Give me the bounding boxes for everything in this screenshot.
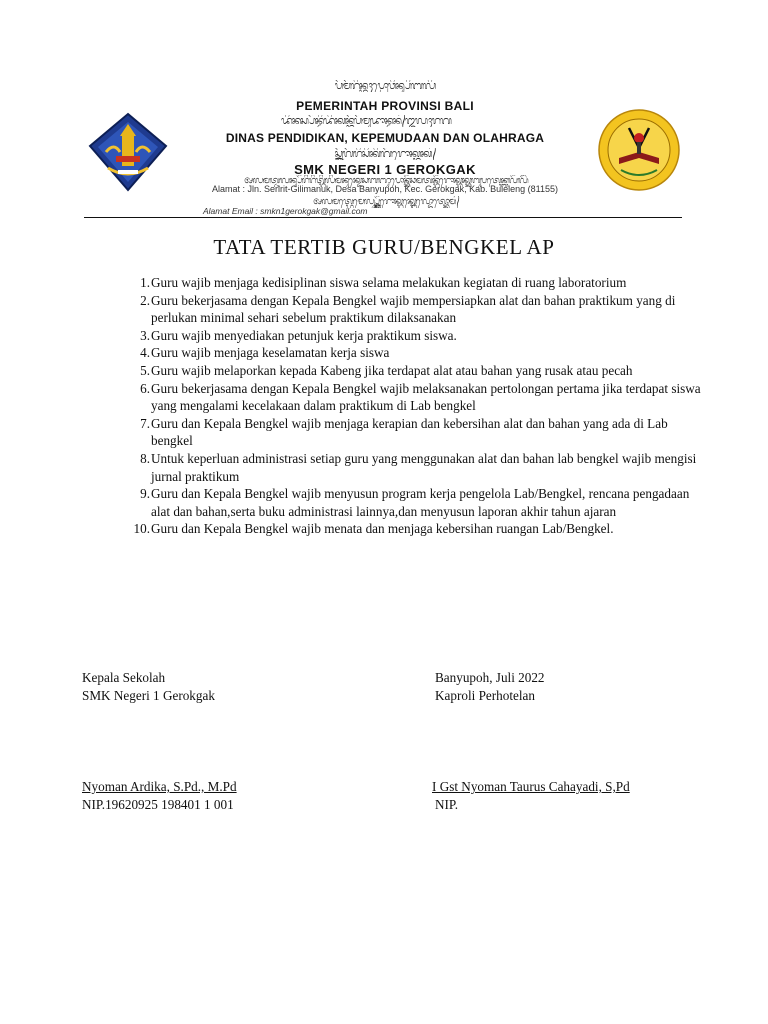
signatory-nip: NIP.19620925 198401 1 001 [82, 796, 234, 812]
government-name: PEMERINTAH PROVINSI BALI [296, 99, 474, 113]
rule-text: Guru wajib menjaga keselamatan kerja siswa [151, 345, 390, 361]
list-item: 3. Guru wajib menyediakan petunjuk kerja praktikum siswa. [140, 327, 457, 343]
list-item: 10. Guru dan Kepala Bengkel wajib menata dan menjaga kebersihan ruangan Lab/Bengkel. [133, 521, 614, 537]
left-signature-block [82, 669, 215, 704]
school-name: SMK NEGERI 1 GEROKGAK [294, 162, 476, 177]
left-signature-name-block [82, 778, 237, 813]
balinese-script-line: ᬧᭂᬫᭂᬭᬶᬦ᭄ᬢᬄᬧ᭄ᬭᭀᬯᬶᬦ᭄ᬲᬶᬩᬮᬶ [334, 80, 436, 92]
right-signature-name-block [432, 778, 630, 813]
list-item: 6. Guru bekerjasama dengan Kepala Bengkel wajib melaksanakan pertolongan pertama jika terdapat siswa yang mengalami kecelakaan dalam praktikum di Lab bengkel [140, 380, 701, 414]
list-item: 4. Guru wajib menjaga keselamatan kerja siswa [140, 345, 390, 361]
rule-text: Guru wajib menyediakan petunjuk kerja praktikum siswa. [151, 327, 457, 343]
rule-text: Guru bekerjasama dengan Kepala Bengkel wajib melaksanakan pertolongan pertama jika terdapat siswa yang mengalami kecelakaan dalam praktikum di Lab bengkel [151, 380, 701, 414]
list-item: 1. Guru wajib menjaga kedisiplinan siswa selama melakukan kegiatan di ruang laboratorium [140, 275, 627, 290]
signatory-organization: SMK Negeri 1 Gerokgak [82, 687, 215, 703]
signatory-nip: NIP. [435, 796, 459, 812]
list-item: 7. Guru dan Kepala Bengkel wajib menjaga kerapian dan kebersihan alat dan bahan yang ada di Lab bengkel [140, 415, 668, 449]
balinese-script-line: ᬤᬶᬦᬲ᭄ᬧᭂᬦ᭄ᬤᬶᬤᬶᬓᬦ᭄ᬓᭂᬧᭂᬫᬸᬤᬵᬦ᭄ᬤᬦ᭄ᬑᬮᬄᬭᬕ [281, 115, 451, 127]
signatory-role: Kaproli Perhotelan [435, 687, 535, 703]
bali-province-emblem-icon [88, 112, 168, 192]
rule-text: Guru dan Kepala Bengkel wajib menata dan menjaga kebersihan ruangan Lab/Bengkel. [151, 521, 614, 537]
agency-name: DINAS PENDIDIKAN, KEPEMUDAAN DAN OLAHRAGA [225, 131, 545, 145]
rule-text: Guru bekerjasama dengan Kepala Bengkel wajib mempersiapkan alat dan bahan praktikum yang di perlukan minimal sehari sebelum praktikum dilaksanakan [151, 292, 676, 326]
school-address: Alamat : Jln. Seririt-Gilimanuk, Desa Banyupoh, Kec. Gerokgak, Kab. Buleleng (81155) [211, 184, 558, 194]
rule-text: Guru wajib melaporkan kepada Kabeng jika terdapat alat atau bahan yang rusak atau pecah [151, 362, 633, 378]
rules-list [126, 274, 706, 538]
balinese-script-line: ᬅᬮᬫᬢ᭄ᬳᬾᬫᬾᬮ᭄ᬲ᭄ᬫ᭄ᬓ᭄ᬦ᭄ᬕᭂᬭᭀᬓ᭄ᬕᬓ᭄ᬕ᭄ᬫᬾᬮ᭄ᬤᭀᬢ᭄ᬓᭀᬫ᭄ [313, 197, 459, 207]
rule-text: Guru dan Kepala Bengkel wajib menyusun program kerja pengelola Lab/Bengkel, rencana pengadaan alat dan bahan,serta buku administrasi lainnya,dan menyusun laporan akhir tahun ajaran [151, 486, 690, 519]
list-item: 8. Untuk keperluan administrasi setiap guru yang menggunakan alat dan bahan lab bengkel wajib mengisi jurnal praktikum [140, 450, 697, 484]
rule-text: Guru wajib menjaga kedisiplinan siswa selama melakukan kegiatan di ruang laboratorium [151, 275, 627, 290]
rule-text: Untuk keperluan administrasi setiap guru yang menggunakan alat dan bahan lab bengkel wajib mengisi jurnal praktikum [151, 450, 697, 484]
list-item: 5. Guru wajib melaporkan kepada Kabeng jika terdapat alat atau bahan yang rusak atau pecah [140, 362, 633, 378]
list-item: 2. Guru bekerjasama dengan Kepala Bengkel wajib mempersiapkan alat dan bahan praktikum yang di perlukan minimal sehari sebelum praktikum dilaksanakan [140, 292, 676, 326]
signatory-role: Kepala Sekolah [82, 670, 166, 685]
school-email: Alamat Email : smkn1gerokgak@gmail.com [203, 206, 368, 216]
letterhead-divider [84, 217, 682, 218]
list-item: 9. Guru dan Kepala Bengkel wajib menyusun program kerja pengelola Lab/Bengkel, rencana pengadaan alat dan bahan,serta buku administrasi lainnya,dan menyusun laporan akhir tahun ajaran [140, 486, 690, 519]
school-emblem-icon [597, 108, 681, 192]
rule-text: Guru dan Kepala Bengkel wajib menjaga kerapian dan kebersihan alat dan bahan yang ada di Lab bengkel [151, 415, 668, 449]
signatory-name: Nyoman Ardika, S.Pd., M.Pd [82, 779, 237, 794]
signatory-name: I Gst Nyoman Taurus Cahayadi, S,Pd [432, 779, 630, 794]
place-date: Banyupoh, Juli 2022 [435, 670, 545, 685]
right-signature-block [435, 669, 545, 704]
balinese-script-line: ᬲ᭄ᬫ᭄ᬓ᭄ᬦᭂᬕᭂᬭᬶᬲᬶᬓᬶᬕᭂᬭᭀᬓ᭄ᬕᬓ᭄ [334, 148, 436, 160]
balinese-script-line: ᬅᬮᬫᬢ᭄ᬚᬮᬦ᭄ᬲᭂᬭᬶᬭᬶᬢ᭄ᬕᬶᬮᬶᬫᬦᬸᬓ᭄ᬤᬾᬲᬩᬜᬸᬧᭀᬦ᭄ᬓᭂᬘᬫᬢᬦ᭄ᬕᭂᬭᭀᬓ᭄ᬕᬓ᭄ᬓᬩᬸᬧᬢᬾᬦ᭄ᬩᬸᬮᭂᬮᭂᬂ [244, 176, 528, 186]
document-title: TATA TERTIB GURU/BENGKEL AP [213, 235, 555, 259]
